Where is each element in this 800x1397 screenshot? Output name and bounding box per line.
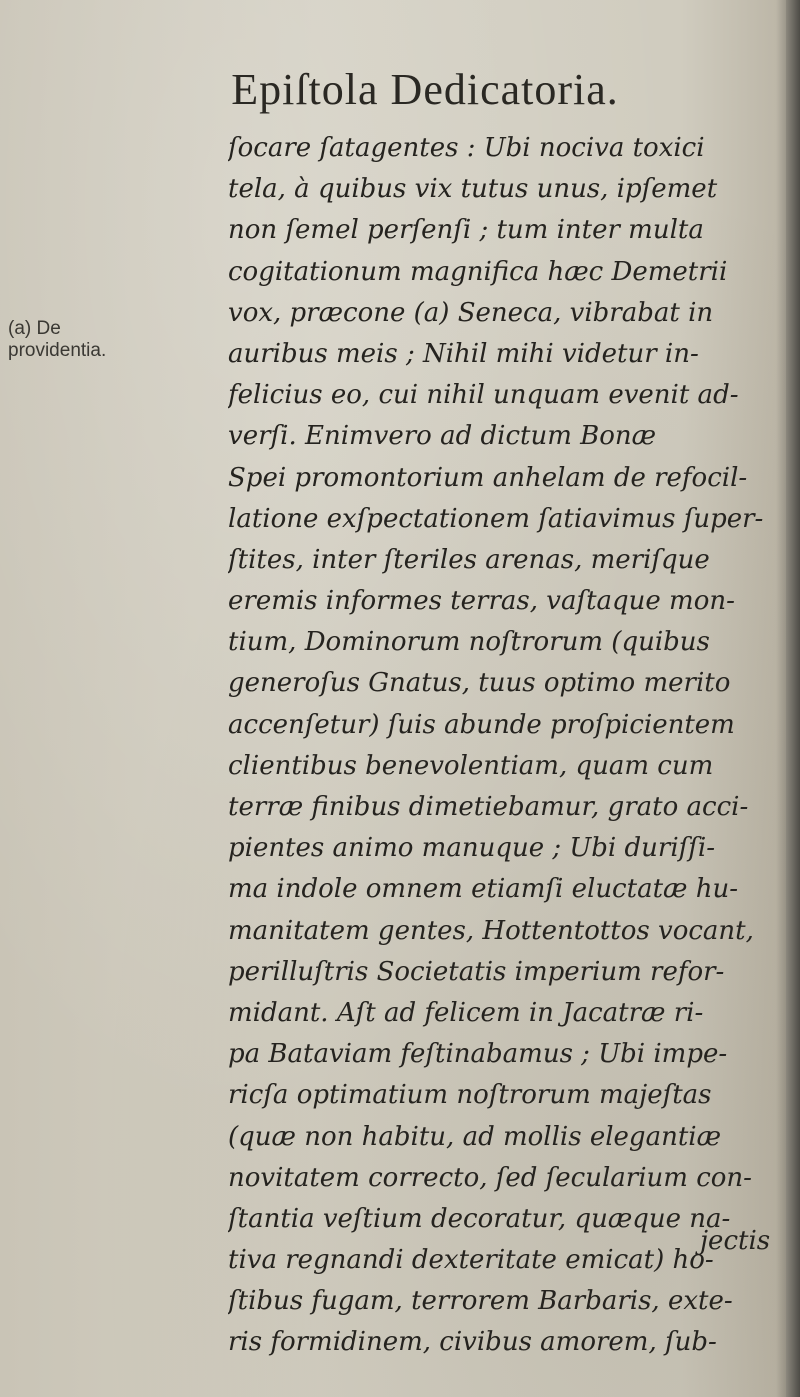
text-line: Spei promontorium anhelam de refocil- bbox=[228, 462, 748, 493]
text-line: midant. Aſt ad felicem in Jacatræ ri- bbox=[228, 997, 704, 1028]
text-line: pientes animo manuque ; Ubi duriſſi- bbox=[228, 833, 715, 864]
text-line: tela, à quibus vix tutus unus, ipſemet bbox=[228, 174, 718, 205]
text-line: ricſa optimatium noſtrorum majeſtas bbox=[228, 1080, 712, 1111]
text-line: ris formidinem, civibus amorem, ſub- bbox=[228, 1327, 717, 1358]
text-line: novitatem correcto, ſed ſecularium con- bbox=[228, 1162, 752, 1193]
text-line: terræ finibus dimetiebamur, grato acci- bbox=[228, 792, 749, 822]
text-line: eremis informes terras, vaſtaque mon- bbox=[228, 586, 735, 617]
text-line: ſtites, inter ſteriles arenas, meriſque bbox=[228, 544, 710, 575]
margin-note: (a) De providentia. bbox=[8, 318, 107, 361]
body-text bbox=[228, 128, 771, 1364]
text-line: perilluſtris Societatis imperium refor- bbox=[228, 956, 725, 987]
text-line: manitatem gentes, Hottentottos vocant, bbox=[228, 915, 754, 946]
text-line: (quæ non habitu, ad mollis elegantiæ bbox=[228, 1121, 722, 1152]
text-line: clientibus benevolentiam, quam cum bbox=[228, 750, 714, 781]
text-line: verſi. Enimvero ad dictum Bonæ bbox=[228, 421, 657, 452]
text-line: latione exſpectationem ſatiavimus ſuper- bbox=[228, 503, 764, 534]
text-line: tium, Dominorum noſtrorum (quibus bbox=[228, 627, 710, 658]
text-line: generoſus Gnatus, tuus optimo merito bbox=[228, 668, 731, 699]
text-line: auribus meis ; Nihil mihi videtur in- bbox=[228, 338, 699, 369]
text-line: pa Bataviam feſtinabamus ; Ubi impe- bbox=[228, 1039, 728, 1070]
text-line: non ſemel perſenſi ; tum inter multa bbox=[228, 215, 704, 246]
text-line: ma indole omnem etiamſi eluctatæ hu- bbox=[228, 874, 738, 905]
text-line: ſtantia veſtium decoratur, quæque na- bbox=[228, 1203, 731, 1234]
text-line: felicius eo, cui nihil unquam evenit ad- bbox=[228, 380, 739, 411]
text-line: accenſetur) ſuis abunde proſpicientem bbox=[228, 709, 735, 740]
page-gutter-shadow bbox=[786, 0, 800, 1397]
catchword: jectis bbox=[700, 1226, 771, 1256]
page-heading: Epiſtola Dedicatoria. bbox=[231, 65, 619, 114]
text-line: vox, præcone (a) Seneca, vibrabat in bbox=[228, 297, 714, 328]
text-line: cogitationum magnifica hæc Demetrii bbox=[228, 256, 728, 287]
text-line: ſtibus fugam, terrorem Barbaris, exte- bbox=[228, 1286, 733, 1317]
text-line: tiva regnandi dexteritate emicat) ho- bbox=[228, 1245, 714, 1276]
text-line: ſocare ſatagentes : Ubi nociva toxici bbox=[228, 133, 705, 163]
